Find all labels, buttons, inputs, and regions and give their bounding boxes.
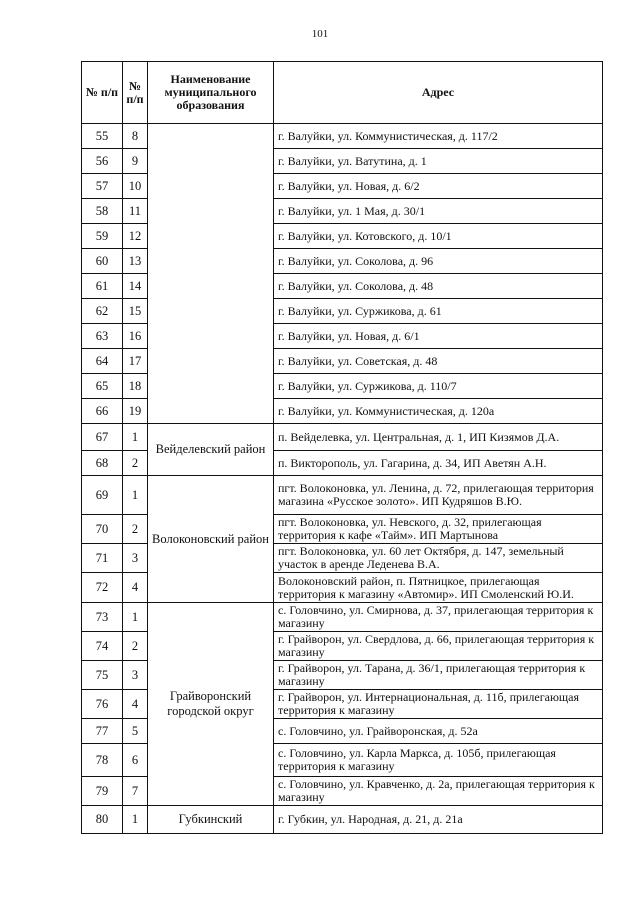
- municipality-cell: Волоконовский район: [148, 476, 274, 603]
- row-number: 63: [82, 324, 123, 349]
- address-cell: г. Валуйки, ул. Советская, д. 48: [274, 349, 603, 374]
- row-sub-number: 14: [123, 274, 148, 299]
- registry-table: [81, 61, 603, 834]
- address-cell: г. Валуйки, ул. Соколова, д. 96: [274, 249, 603, 274]
- address-cell: г. Валуйки, ул. Котовского, д. 10/1: [274, 224, 603, 249]
- address-cell: с. Головчино, ул. Смирнова, д. 37, прилегающая территория к магазину: [274, 603, 603, 632]
- row-sub-number: 1: [123, 806, 148, 834]
- address-cell: г. Валуйки, ул. Суржикова, д. 110/7: [274, 374, 603, 399]
- municipality-cell: Грайворонский городской округ: [148, 603, 274, 806]
- address-cell: г. Грайворон, ул. Свердлова, д. 66, прилегающая территория к магазину: [274, 632, 603, 661]
- row-number: 68: [82, 451, 123, 476]
- row-sub-number: 18: [123, 374, 148, 399]
- row-number: 59: [82, 224, 123, 249]
- row-sub-number: 19: [123, 399, 148, 424]
- table-row: [82, 476, 603, 515]
- address-cell: г. Валуйки, ул. Соколова, д. 48: [274, 274, 603, 299]
- col-header-sub-number: № п/п: [123, 62, 148, 124]
- row-sub-number: 3: [123, 661, 148, 690]
- municipality-cell: Вейделевский район: [148, 424, 274, 476]
- row-number: 67: [82, 424, 123, 451]
- col-header-address: Адрес: [274, 62, 603, 124]
- row-number: 56: [82, 149, 123, 174]
- row-sub-number: 10: [123, 174, 148, 199]
- row-sub-number: 9: [123, 149, 148, 174]
- row-number: 62: [82, 299, 123, 324]
- row-number: 70: [82, 515, 123, 544]
- row-number: 55: [82, 124, 123, 149]
- address-cell: с. Головчино, ул. Карла Маркса, д. 105б, прилегающая территория к магазину: [274, 744, 603, 777]
- address-cell: г. Валуйки, ул. Суржикова, д. 61: [274, 299, 603, 324]
- municipality-cell: Губкинский: [148, 806, 274, 834]
- row-number: 75: [82, 661, 123, 690]
- row-number: 72: [82, 573, 123, 603]
- row-number: 58: [82, 199, 123, 224]
- row-number: 74: [82, 632, 123, 661]
- row-sub-number: 11: [123, 199, 148, 224]
- municipality-cell: [148, 124, 274, 424]
- row-number: 76: [82, 690, 123, 719]
- address-cell: п. Викторополь, ул. Гагарина, д. 34, ИП Аветян А.Н.: [274, 451, 603, 476]
- address-cell: г. Валуйки, ул. Новая, д. 6/2: [274, 174, 603, 199]
- row-sub-number: 8: [123, 124, 148, 149]
- address-cell: г. Грайворон, ул. Тарана, д. 36/1, прилегающая территория к магазину: [274, 661, 603, 690]
- row-number: 77: [82, 719, 123, 744]
- table-row: [82, 806, 603, 834]
- page-number: 101: [311, 28, 329, 40]
- row-sub-number: 7: [123, 777, 148, 806]
- row-sub-number: 1: [123, 476, 148, 515]
- row-number: 78: [82, 744, 123, 777]
- row-sub-number: 17: [123, 349, 148, 374]
- row-sub-number: 2: [123, 632, 148, 661]
- row-number: 65: [82, 374, 123, 399]
- row-number: 66: [82, 399, 123, 424]
- address-cell: г. Валуйки, ул. Новая, д. 6/1: [274, 324, 603, 349]
- address-cell: пгт. Волоконовка, ул. Невского, д. 32, прилегающая территория к кафе «Тайм». ИП Мартынова: [274, 515, 603, 544]
- address-cell: пгт. Волоконовка, ул. 60 лет Октября, д. 147, земельный участок в аренде Леденева В.А.: [274, 544, 603, 573]
- row-number: 73: [82, 603, 123, 632]
- row-sub-number: 16: [123, 324, 148, 349]
- table-row: [82, 603, 603, 632]
- address-cell: г. Валуйки, ул. Коммунистическая, д. 120а: [274, 399, 603, 424]
- table-header-row: [82, 62, 603, 124]
- table-body: [82, 124, 603, 834]
- row-number: 69: [82, 476, 123, 515]
- row-sub-number: 12: [123, 224, 148, 249]
- address-cell: г. Валуйки, ул. 1 Мая, д. 30/1: [274, 199, 603, 224]
- address-cell: г. Валуйки, ул. Ватутина, д. 1: [274, 149, 603, 174]
- address-cell: г. Грайворон, ул. Интернациональная, д. 11б, прилегающая территория к магазину: [274, 690, 603, 719]
- row-sub-number: 3: [123, 544, 148, 573]
- address-cell: г. Валуйки, ул. Коммунистическая, д. 117/2: [274, 124, 603, 149]
- row-sub-number: 15: [123, 299, 148, 324]
- row-number: 57: [82, 174, 123, 199]
- row-sub-number: 1: [123, 424, 148, 451]
- row-number: 80: [82, 806, 123, 834]
- row-sub-number: 2: [123, 451, 148, 476]
- row-sub-number: 4: [123, 573, 148, 603]
- table-row: [82, 124, 603, 149]
- address-cell: пгт. Волоконовка, ул. Ленина, д. 72, прилегающая территория магазина «Русское золото». ИП Кудряшов В.Ю.: [274, 476, 603, 515]
- row-number: 79: [82, 777, 123, 806]
- address-cell: Волоконовский район, п. Пятницкое, прилегающая территория к магазину «Автомир». ИП Смоленский Ю.И.: [274, 573, 603, 603]
- row-sub-number: 4: [123, 690, 148, 719]
- table-row: [82, 424, 603, 451]
- row-sub-number: 1: [123, 603, 148, 632]
- address-cell: с. Головчино, ул. Кравченко, д. 2а, прилегающая территория к магазину: [274, 777, 603, 806]
- row-number: 61: [82, 274, 123, 299]
- address-cell: с. Головчино, ул. Грайворонская, д. 52а: [274, 719, 603, 744]
- col-header-municipality: Наименование муниципального образования: [148, 62, 274, 124]
- address-cell: г. Губкин, ул. Народная, д. 21, д. 21а: [274, 806, 603, 834]
- address-cell: п. Вейделевка, ул. Центральная, д. 1, ИП Кизямов Д.А.: [274, 424, 603, 451]
- row-number: 64: [82, 349, 123, 374]
- row-number: 71: [82, 544, 123, 573]
- row-sub-number: 6: [123, 744, 148, 777]
- row-sub-number: 13: [123, 249, 148, 274]
- col-header-number: № п/п: [82, 62, 123, 124]
- row-sub-number: 2: [123, 515, 148, 544]
- row-sub-number: 5: [123, 719, 148, 744]
- row-number: 60: [82, 249, 123, 274]
